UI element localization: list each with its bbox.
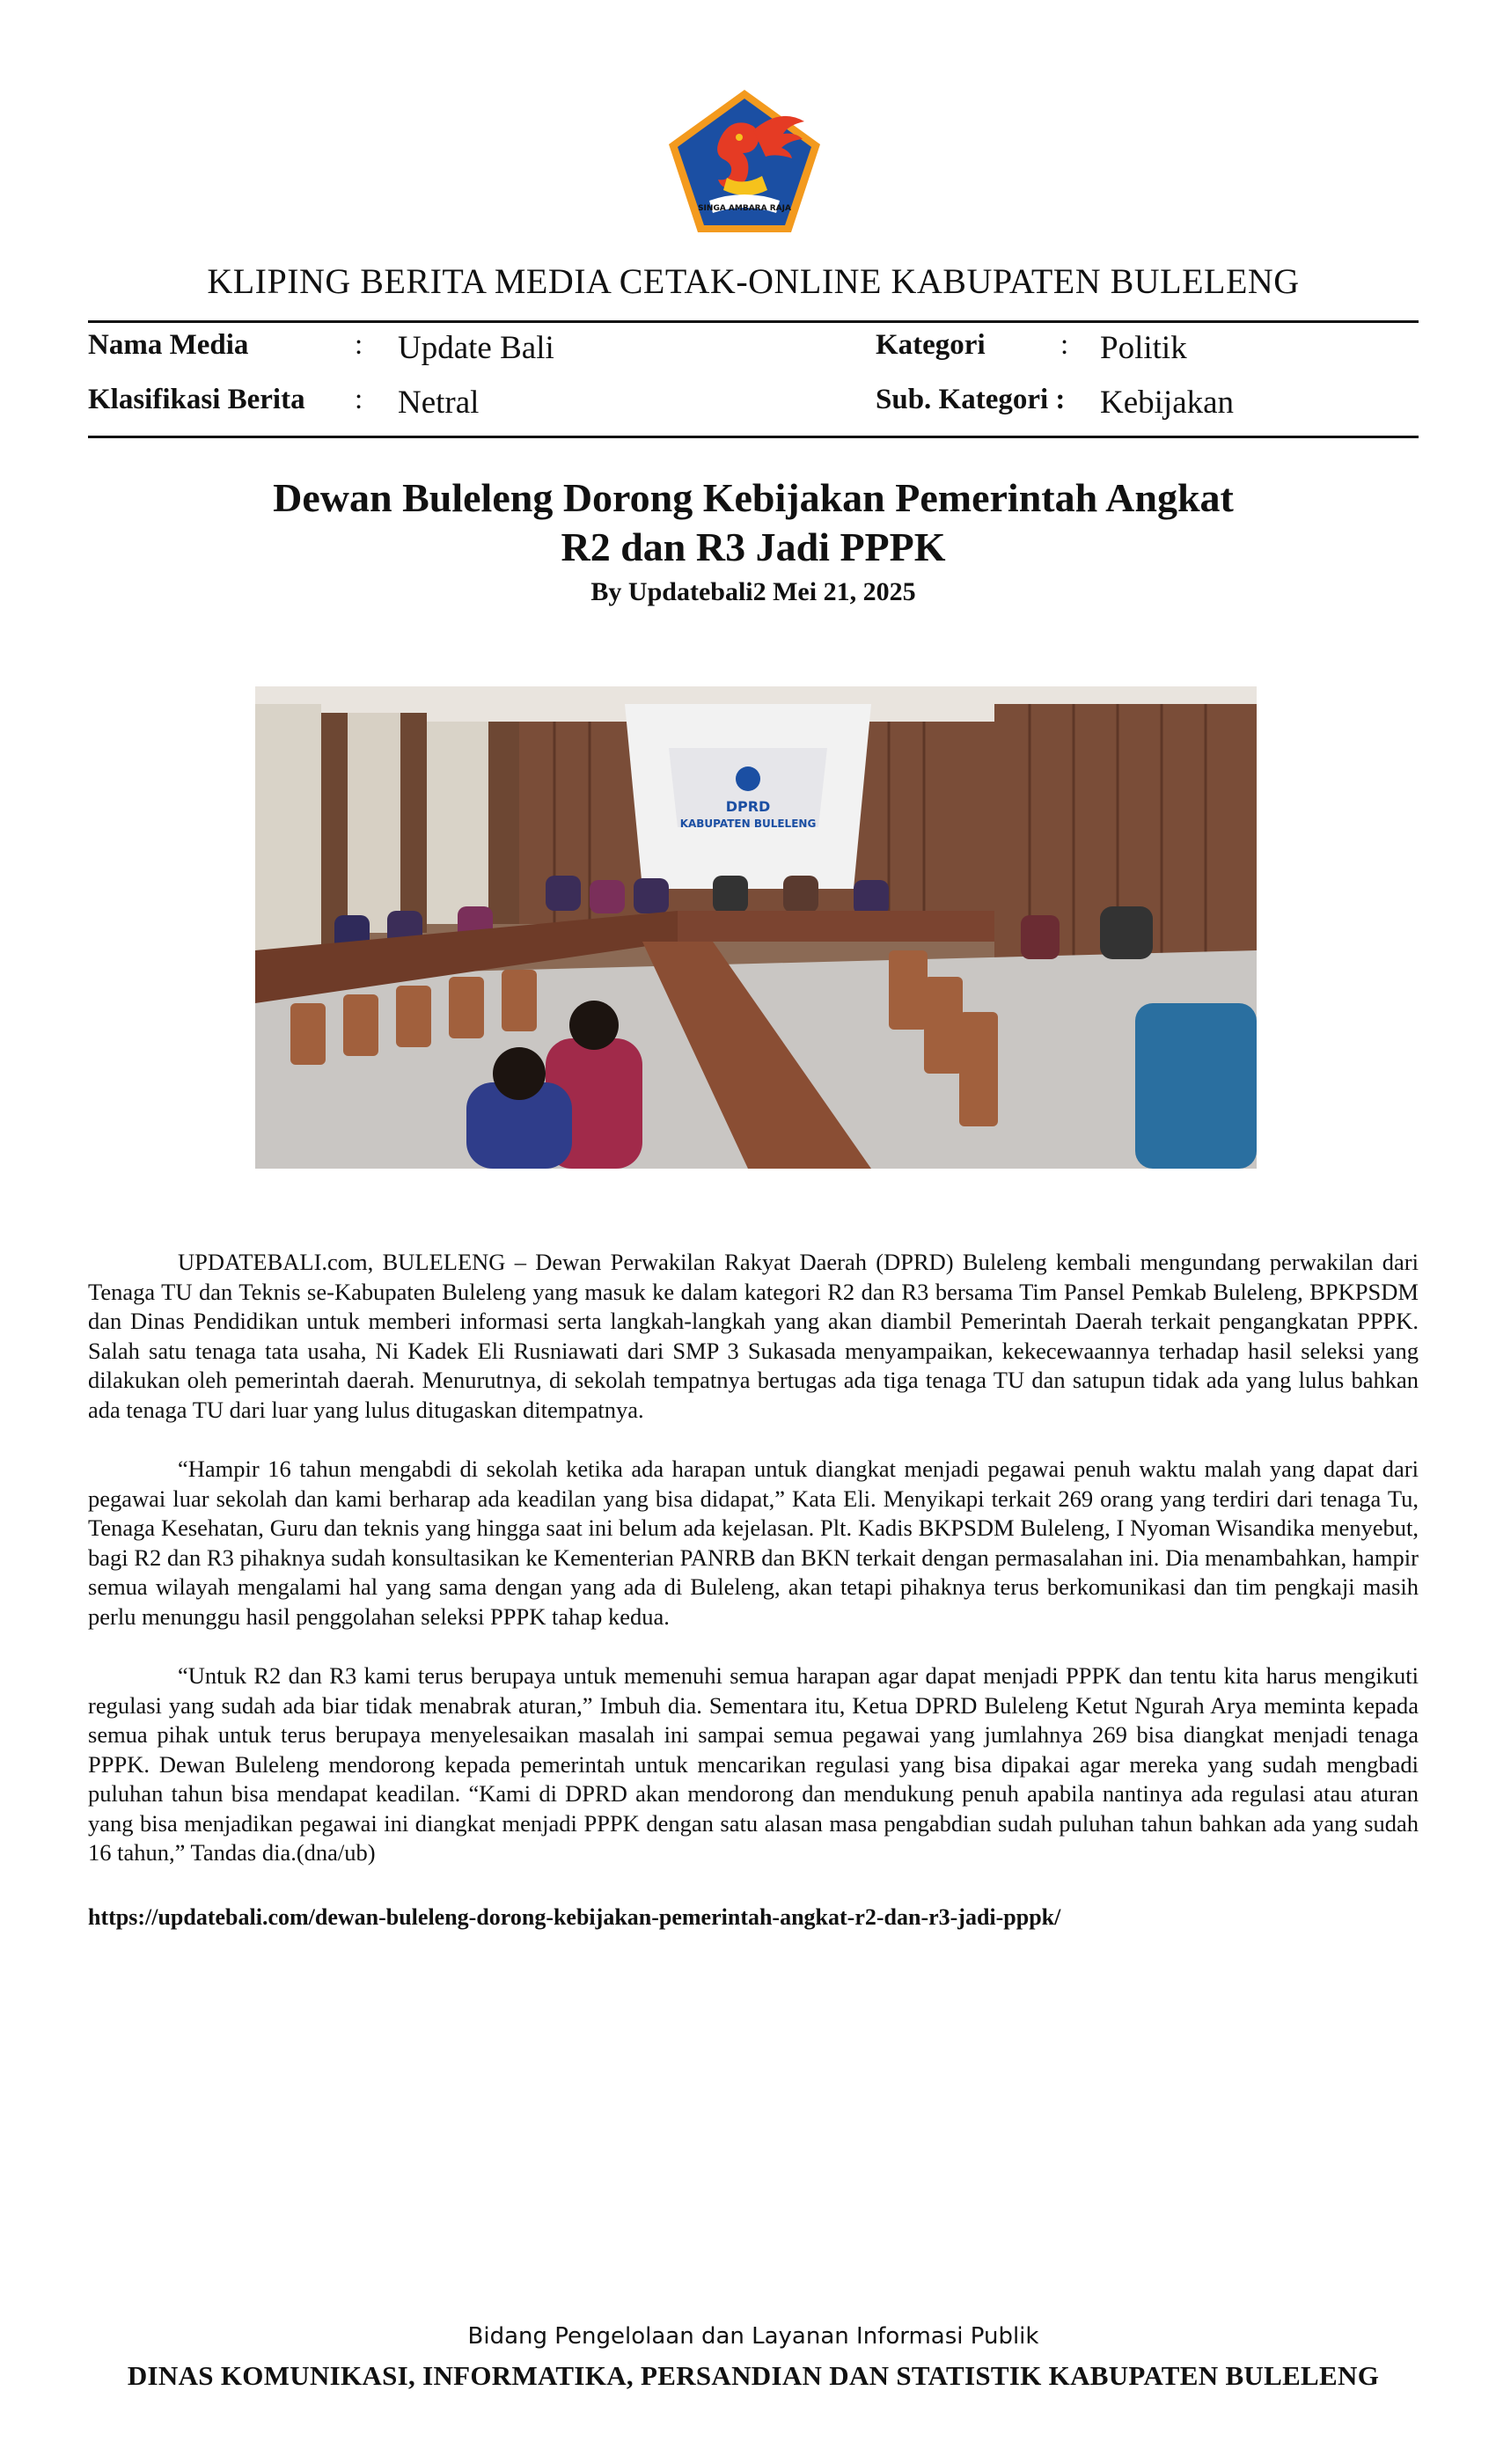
footer-division: Bidang Pengelolaan dan Layanan Informasi Publik xyxy=(467,2323,1039,2350)
klasifikasi-value: Netral xyxy=(398,385,480,421)
article-title-line1: Dewan Buleleng Dorong Kebijakan Pemerintah Angkat xyxy=(273,475,1234,520)
sub-kategori-value: Kebijakan xyxy=(1100,385,1235,421)
article-byline: By Updatebali2 Mei 21, 2025 xyxy=(590,577,916,606)
photo-sign-dprd: DPRD xyxy=(725,798,771,815)
article-title-line2: R2 dan R3 Jadi PPPK xyxy=(561,524,946,569)
article-paragraph: “Hampir 16 tahun mengabdi di sekolah ketika ada harapan untuk diangkat menjadi pegawai penuh waktu malah yang dapat dari pegawai luar sekolah dan kami berharap ada keadilan yang bisa didapat,” Kata Eli. Menyikapi terkait 269 orang yang terdiri dari tenaga Tu, Tenaga Kesehatan, Guru dan teknis yang hingga saat ini belum ada kejelasan. Plt. Kadis BKPSDM Buleleng, I Nyoman Wisandika menyebut, bagi R2 dan R3 pihaknya sudah konsultasikan ke Kementerian PANRB dan BKN terkait dengan permasalahan ini. Dia menambahkan, hampir semua wilayah mengalami hal yang sama dengan yang ada di Buleleng, akan tetapi pihaknya terus berkomunikasi dan tim pengkaji masih perlu menunggu hasil penggolahan seleksi PPPK tahap kedua. xyxy=(88,1456,1419,1630)
article-title xyxy=(88,473,1419,572)
klasifikasi-colon: : xyxy=(355,384,363,415)
article-photo xyxy=(255,686,1257,1169)
kategori-colon: : xyxy=(1060,329,1069,361)
kategori-value: Politik xyxy=(1100,330,1187,366)
kategori-label: Kategori xyxy=(876,329,986,361)
article-paragraph: UPDATEBALI.com, BULELENG – Dewan Perwakilan Rakyat Daerah (DPRD) Buleleng kembali mengundang perwakilan dari Tenaga TU dan Teknis se-Kabupaten Buleleng yang masuk ke dalam kategori R2 dan R3 bersama Tim Pansel Pemkab Buleleng, BPKPSDM dan Dinas Pendidikan untuk memberi informasi serta langkah-langkah yang akan diambil Pemerintah Daerah terkait pengangkatan PPPK. Salah satu tenaga tata usaha, Ni Kadek Eli Rusniawati dari SMP 3 Sukasada menyampaikan, kekecewaannya terhadap hasil seleksi yang dilakukan oleh pemerintah daerah. Menurutnya, di sekolah tempatnya bertugas ada tiga tenaga TU dan satupun tidak ada yang lulus bahkan ada tenaga TU dari luar yang lulus ditugaskan ditempatnya. xyxy=(88,1249,1419,1423)
nama-media-label: Nama Media xyxy=(88,329,249,361)
article-paragraph: “Untuk R2 dan R3 kami terus berupaya untuk memenuhi semua harapan agar dapat menjadi PPPK dan tentu kita harus mengikuti regulasi yang sudah ada biar tidak menabrak aturan,” Imbuh dia. Sementara itu, Ketua DPRD Buleleng Ketut Ngurah Arya meminta kepada semua pihak untuk terus berupaya menyelesaikan masalah ini sampai semua pegawai yang jumlahnya 269 bisa diangkat menjadi tenaga PPPK. Dewan Buleleng mendorong kepada pemerintah untuk mencarikan regulasi yang bisa dipakai agar mereka yang sudah mengbadi puluhan tahun bisa mendapat keadilan. “Kami di DPRD akan mendorong dan mendukung penuh apabila nantinya ada regulasi atau aturan yang bisa menjadikan pegawai ini diangkat menjadi PPPK dengan satu alasan masa pengabdian sudah puluhan tahun bahkan ada yang sudah 16 tahun,” Tandas dia.(dna/ub) xyxy=(88,1662,1419,1866)
header-rule-bottom xyxy=(88,436,1419,438)
document-heading: KLIPING BERITA MEDIA CETAK-ONLINE KABUPATEN BULELENG xyxy=(207,261,1300,301)
article-body xyxy=(88,1248,1419,1898)
source-link[interactable]: https://updatebali.com/dewan-buleleng-dorong-kebijakan-pemerintah-angkat-r2-dan-r3-jadi-pppk/ xyxy=(88,1904,1061,1930)
klasifikasi-label: Klasifikasi Berita xyxy=(88,384,305,415)
singa-ambara-raja-emblem-icon xyxy=(665,86,824,236)
emblem-motto: SINGA AMBARA RAJA xyxy=(698,204,791,213)
photo-sign-kabupaten: KABUPATEN BULELENG xyxy=(679,818,817,830)
header-rule-top xyxy=(88,320,1419,323)
nama-media-value: Update Bali xyxy=(398,330,554,366)
footer-agency: DINAS KOMUNIKASI, INFORMATIKA, PERSANDIAN DAN STATISTIK KABUPATEN BULELENG xyxy=(127,2360,1380,2391)
nama-media-colon: : xyxy=(355,329,363,361)
sub-kategori-label: Sub. Kategori : xyxy=(876,384,1066,415)
